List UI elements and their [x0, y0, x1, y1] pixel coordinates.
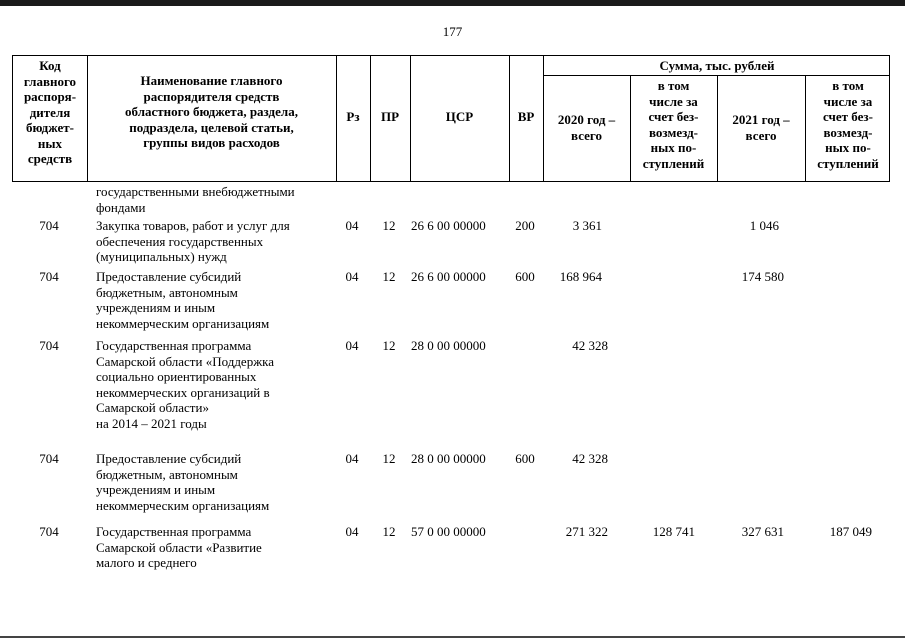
top-border-rule: [0, 0, 905, 6]
row-name: Государственная программа Самарской области «Развитие малого и среднего: [96, 524, 262, 570]
row-csr: 28 0 00 00000: [411, 451, 486, 466]
bottom-border-rule: [0, 636, 905, 638]
row-name: Предоставление субсидий бюджетным, автономным учреждениям и иным некоммерческим организациям: [96, 269, 270, 331]
header-code: Код главного распоря- дителя бюджет- ных средств: [23, 58, 77, 166]
row-rz: 04: [345, 269, 359, 284]
header-csr: ЦСР: [445, 109, 474, 124]
header-vr: ВР: [517, 109, 535, 124]
row-rz: 04: [345, 524, 359, 539]
row-rz: 04: [345, 218, 359, 233]
header-2020-free: в том числе за счет без- возмезд- ных по- ступлений: [642, 78, 705, 171]
page-number: 177: [442, 24, 463, 39]
row-vr: 600: [515, 451, 535, 466]
header-2020-total: 2020 год – всего: [557, 112, 616, 143]
row-code: 704: [39, 338, 59, 353]
row-pr: 12: [382, 218, 396, 233]
row-code: 704: [39, 524, 59, 539]
row-code: 704: [39, 269, 59, 284]
row-csr: 26 6 00 00000: [411, 269, 486, 284]
row-2020-total: 42 328: [572, 338, 608, 353]
row-pr: 12: [382, 338, 396, 353]
row-vr: 600: [515, 269, 535, 284]
row-code: 704: [39, 451, 59, 466]
table-header: [12, 55, 890, 182]
header-2021-total: 2021 год – всего: [732, 112, 790, 143]
sum-header-divider: [543, 75, 889, 76]
row-2020-total: 42 328: [572, 451, 608, 466]
row-pr: 12: [382, 269, 396, 284]
row-2020-total: 168 964: [559, 269, 602, 284]
row-0-name: государственными внебюджетными фондами: [96, 184, 295, 215]
row-2021-total: 1 046: [749, 218, 779, 233]
header-name: Наименование главного распорядителя средств областного бюджета, раздела, подраздела, целевой статьи, группы видов расходов: [125, 73, 298, 150]
row-csr: 57 0 00 00000: [411, 524, 486, 539]
row-name: Закупка товаров, работ и услуг для обеспечения государственных (муниципальных) нужд: [96, 218, 290, 264]
row-2020-free: 128 741: [652, 524, 695, 539]
header-2021-free: в том числе за счет без- возмезд- ных по- ступлений: [817, 78, 879, 171]
row-2020-total: 3 361: [572, 218, 602, 233]
row-2021-total: 327 631: [741, 524, 784, 539]
row-name: Государственная программа Самарской области «Поддержка социально ориентированных некоммерческих организаций в Самарской области» на 2014 – 2021 годы: [96, 338, 275, 431]
row-name: Предоставление субсидий бюджетным, автономным учреждениям и иным некоммерческим организациям: [96, 451, 270, 513]
row-2021-total: 174 580: [741, 269, 784, 284]
header-rz: Рз: [346, 109, 360, 124]
row-rz: 04: [345, 451, 359, 466]
row-csr: 28 0 00 00000: [411, 338, 486, 353]
row-vr: 200: [515, 218, 535, 233]
row-pr: 12: [382, 524, 396, 539]
row-2021-free: 187 049: [829, 524, 872, 539]
row-code: 704: [39, 218, 59, 233]
row-rz: 04: [345, 338, 359, 353]
row-csr: 26 6 00 00000: [411, 218, 486, 233]
header-pr: ПР: [380, 109, 400, 124]
row-2020-total: 271 322: [565, 524, 608, 539]
row-pr: 12: [382, 451, 396, 466]
header-sum: Сумма, тыс. рублей: [659, 58, 775, 73]
